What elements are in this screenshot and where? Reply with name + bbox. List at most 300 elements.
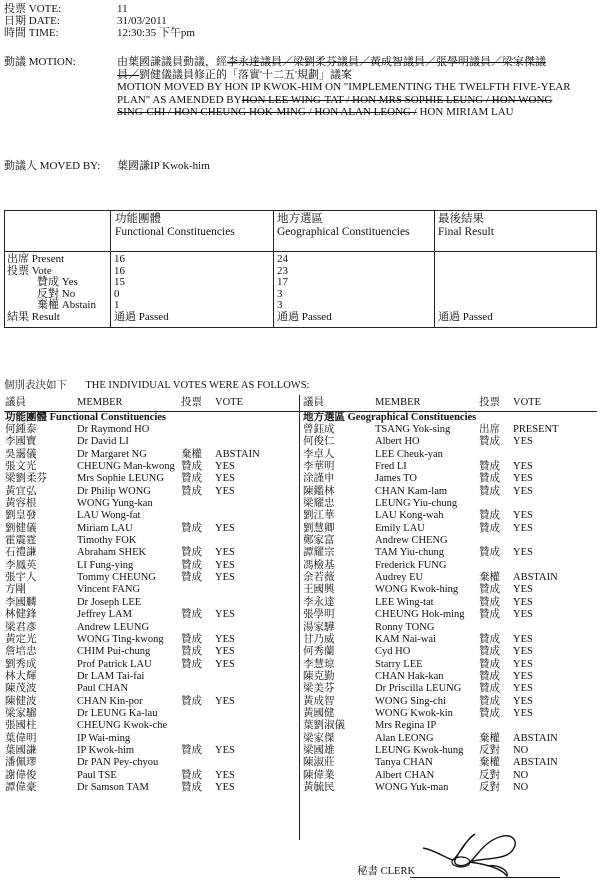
geographical-votes-column (302, 397, 598, 794)
vote-en: YES (513, 707, 533, 719)
cell-value: 24 (277, 253, 288, 265)
member-name-zh: 石禮謙 (5, 547, 37, 559)
member-name-en: LAU Kong-wah (375, 510, 444, 522)
col-header-geographical (277, 213, 410, 239)
vote-row (302, 720, 598, 732)
member-name-zh: 何俊仁 (303, 436, 335, 448)
vote-row (302, 449, 598, 461)
row-label-no: 反對 No (37, 287, 76, 300)
vote-zh: 贊成 (479, 670, 500, 682)
functional-values (114, 254, 169, 324)
member-name-en: Cyd HO (375, 646, 411, 658)
clerk-signature-line (410, 877, 560, 878)
member-name-zh: 湯家驊 (303, 621, 335, 633)
member-name-en: Albert HO (375, 436, 420, 448)
vote-en: ABSTAIN (215, 448, 260, 460)
header-vote-zh: 投票 (479, 397, 500, 408)
member-name-en: Dr Priscilla LEUNG (375, 683, 462, 695)
date-value: 31/03/2011 (117, 15, 167, 27)
header-member-en: MEMBER (77, 397, 123, 408)
vote-zh: 贊成 (479, 547, 500, 559)
date-label: 日期 DATE: (4, 15, 60, 27)
vote-row (4, 597, 300, 609)
vote-en: ABSTAIN (513, 572, 558, 584)
vote-row (4, 757, 300, 769)
member-name-zh: 陳淑莊 (303, 757, 335, 769)
vote-zh: 贊成 (181, 547, 202, 559)
member-name-zh: 李慧琼 (303, 658, 335, 670)
cell-value: 17 (277, 276, 288, 289)
vote-zh: 贊成 (181, 658, 202, 670)
vote-row (302, 584, 598, 596)
vote-row (302, 622, 598, 634)
member-name-en: LEUNG Kwok-hung (375, 744, 464, 756)
vote-row (4, 646, 300, 658)
vote-en: YES (215, 559, 235, 571)
member-name-zh: 詹培忠 (5, 646, 37, 658)
member-name-zh: 曾鈺成 (303, 424, 335, 435)
row-label-result: 結果 Result (7, 310, 60, 323)
vote-row (4, 696, 300, 708)
member-name-zh: 陳健波 (5, 695, 37, 707)
member-name-zh: 葉偉明 (5, 732, 37, 744)
member-name-en: Dr Joseph LEE (77, 596, 142, 608)
vote-zh: 反對 (479, 781, 500, 793)
row-label-present: 出席 Present (7, 253, 65, 265)
vote-row (4, 449, 300, 461)
vote-row (302, 708, 598, 720)
vote-en: YES (215, 461, 235, 473)
vote-en: YES (215, 485, 235, 497)
member-name-en: Abraham SHEK (77, 547, 147, 559)
motion-line (117, 94, 597, 107)
col-header-en: Geographical Constituencies (277, 226, 410, 238)
member-name-en: Frederick FUNG (375, 559, 447, 571)
motion-text-plain: MOTION MOVED BY HON IP KWOK-HIM ON "IMPLEMENTING THE TWELFTH FIVE-YEAR (117, 81, 571, 93)
vote-row (302, 473, 598, 485)
summary-table (4, 210, 597, 328)
vote-row (4, 671, 300, 683)
member-name-zh: 李永達 (303, 596, 335, 608)
cell-value: 23 (277, 264, 288, 277)
member-name-zh: 陳克勤 (303, 670, 335, 682)
vote-row (302, 733, 598, 745)
member-name-zh: 謝偉俊 (5, 769, 37, 781)
member-name-zh: 梁家騮 (5, 707, 37, 719)
member-name-zh: 劉健儀 (5, 522, 37, 534)
row-label-vote: 投票 Vote (7, 264, 52, 277)
vote-row (302, 486, 598, 498)
member-name-zh: 梁耀忠 (303, 498, 335, 510)
vote-en: YES (513, 695, 533, 707)
member-name-zh: 黃國健 (303, 707, 335, 719)
section-title-geographical: 地方選區 Geographical Constituencies (303, 412, 477, 423)
member-name-zh: 吳靄儀 (5, 448, 37, 460)
member-name-en: CHEUNG Man-kwong (77, 461, 175, 473)
motion-label: 動議 MOTION: (4, 56, 76, 68)
vote-zh: 反對 (479, 744, 500, 756)
time-label: 時間 TIME: (4, 27, 59, 39)
motion-text-plain: 由葉國謙議員動議，經 (117, 56, 227, 68)
vote-row (302, 770, 598, 782)
vote-en: YES (215, 744, 235, 756)
member-name-zh: 陳鑑林 (303, 485, 335, 497)
vote-zh: 贊成 (181, 646, 202, 658)
col-header-final (438, 213, 494, 239)
vote-zh: 贊成 (479, 646, 500, 658)
vote-en: YES (513, 609, 533, 621)
row-labels (7, 254, 96, 324)
header-vote-en: VOTE (215, 397, 243, 408)
col-header-en: Functional Constituencies (115, 226, 235, 238)
member-name-zh: 李卓人 (303, 448, 335, 460)
vote-zh: 棄權 (479, 757, 500, 769)
member-name-en: Albert CHAN (375, 769, 435, 781)
motion-text-struck: 員／ (117, 68, 139, 81)
cell-value: 通過 Passed (438, 311, 493, 323)
member-name-zh: 葉國謙 (5, 744, 37, 756)
vote-en: YES (215, 609, 235, 621)
member-name-zh: 黃宜弘 (5, 485, 37, 497)
member-name-zh: 張學明 (303, 609, 335, 621)
cell-value: 15 (114, 276, 125, 289)
motion-text (117, 56, 597, 119)
member-name-en: Vincent FANG (77, 584, 141, 596)
member-name-en: Mrs Sophie LEUNG (77, 473, 164, 485)
member-name-zh: 張宇人 (5, 572, 37, 584)
member-name-en: Andrew CHENG (375, 535, 448, 547)
header-member-en: MEMBER (375, 397, 421, 408)
individual-votes-title (4, 380, 309, 392)
vote-en: ABSTAIN (513, 732, 558, 744)
vote-en: YES (513, 522, 533, 534)
vote-en: YES (513, 436, 533, 448)
vote-row (302, 782, 598, 794)
vote-row (302, 757, 598, 769)
functional-votes-column (4, 397, 300, 794)
cell-value: 0 (114, 287, 120, 300)
vote-value: 11 (117, 3, 128, 15)
vote-row (302, 745, 598, 757)
clerk-signature (415, 828, 525, 878)
vote-row (302, 560, 598, 572)
vote-label: 投票 VOTE: (4, 3, 62, 15)
member-name-zh: 王國興 (303, 584, 335, 596)
member-name-en: Dr PAN Pey-chyou (77, 757, 159, 769)
vote-en: YES (215, 658, 235, 670)
vote-row (4, 523, 300, 535)
member-name-en: Emily LAU (375, 522, 425, 534)
motion-line (117, 106, 597, 119)
member-name-zh: 黃定光 (5, 633, 37, 645)
member-name-en: Dr Raymond HO (77, 424, 150, 435)
motion-text-plain: PLAN" AS AMENDED BY (117, 93, 242, 106)
vote-en: YES (513, 584, 533, 596)
vote-en: YES (215, 633, 235, 645)
member-name-zh: 何秀蘭 (303, 646, 335, 658)
vote-zh: 贊成 (479, 609, 500, 621)
vote-zh: 贊成 (479, 461, 500, 473)
vote-row (302, 498, 598, 510)
vote-en: YES (513, 485, 533, 497)
time-value: 12:30:35 下午pm (117, 27, 195, 39)
vote-zh: 贊成 (181, 485, 202, 497)
member-name-en: TSANG Yok-sing (375, 424, 451, 435)
vote-zh: 贊成 (479, 522, 500, 534)
member-name-en: CHEUNG Hok-ming (375, 609, 465, 621)
vote-row (4, 745, 300, 757)
vote-zh: 贊成 (181, 781, 202, 793)
vote-row (4, 535, 300, 547)
vote-row (4, 683, 300, 695)
vote-zh: 贊成 (479, 707, 500, 719)
vote-zh: 贊成 (181, 744, 202, 756)
member-name-en: Paul TSE (77, 769, 117, 781)
col-header-en: Final Result (438, 226, 494, 238)
member-name-zh: 甘乃威 (303, 633, 335, 645)
member-name-zh: 劉江華 (303, 510, 335, 522)
motion-text-plain: 劉健儀議員修正的「落實'十二五'規劃」議案 (139, 68, 352, 81)
vote-zh: 贊成 (181, 609, 202, 621)
member-name-zh: 梁國雄 (303, 744, 335, 756)
vote-en: YES (215, 572, 235, 584)
vote-row (302, 634, 598, 646)
vote-zh: 贊成 (181, 769, 202, 781)
vote-en: YES (513, 658, 533, 670)
member-name-zh: 梁美芬 (303, 683, 335, 695)
member-name-zh: 方剛 (5, 584, 26, 596)
vote-zh: 贊成 (181, 559, 202, 571)
member-name-zh: 劉慧卿 (303, 522, 335, 534)
row-label-yes: 贊成 Yes (37, 276, 78, 289)
vote-en: NO (513, 781, 529, 793)
vote-en: ABSTAIN (513, 757, 558, 769)
vote-zh: 贊成 (479, 596, 500, 608)
vote-row (4, 436, 300, 448)
member-name-en: WONG Sing-chi (375, 695, 446, 707)
vote-zh: 贊成 (181, 522, 202, 534)
member-name-zh: 何鍾泰 (5, 424, 37, 435)
vote-en: YES (513, 596, 533, 608)
vote-en: YES (513, 683, 533, 695)
vote-en: YES (513, 633, 533, 645)
member-name-en: TAM Yiu-chung (375, 547, 445, 559)
vote-zh: 出席 (479, 424, 500, 435)
geographical-values (277, 254, 332, 324)
member-name-zh: 葉劉淑儀 (303, 720, 345, 732)
vote-row (302, 659, 598, 671)
vote-zh: 贊成 (479, 473, 500, 485)
vote-zh: 棄權 (181, 448, 202, 460)
section-title-functional: 功能團體 Functional Constituencies (5, 412, 167, 423)
cell-value: 1 (114, 299, 120, 312)
member-name-en: LAU Wong-fat (77, 510, 141, 522)
member-name-en: Dr Margaret NG (77, 448, 147, 460)
vote-zh: 贊成 (479, 584, 500, 596)
row-label-abstain: 棄權 Abstain (37, 299, 96, 312)
vote-zh: 贊成 (181, 695, 202, 707)
member-name-en: WONG Ting-kwong (77, 633, 164, 645)
vote-row (302, 597, 598, 609)
col-header-zh: 功能團體 (115, 213, 161, 225)
header-vote-en: VOTE (513, 397, 541, 408)
member-name-en: LI Fung-ying (77, 559, 134, 571)
member-name-zh: 馮檢基 (303, 559, 335, 571)
vote-row (4, 708, 300, 720)
vote-row (4, 770, 300, 782)
vote-zh: 贊成 (479, 683, 500, 695)
vote-row (4, 473, 300, 485)
member-name-zh: 劉秀成 (5, 658, 37, 670)
member-name-en: LEE Cheuk-yan (375, 448, 443, 460)
member-name-zh: 劉皇發 (5, 510, 37, 522)
vote-zh: 棄權 (479, 572, 500, 584)
member-name-zh: 譚偉豪 (5, 781, 37, 793)
member-name-en: IP Kwok-him (77, 744, 135, 756)
vote-row (4, 622, 300, 634)
member-name-en: WONG Kwok-kin (375, 707, 453, 719)
member-name-en: Starry LEE (375, 658, 423, 670)
table-divider (5, 251, 596, 252)
vote-row (302, 535, 598, 547)
vote-row (302, 510, 598, 522)
vote-zh: 贊成 (479, 658, 500, 670)
vote-row (302, 436, 598, 448)
vote-en: NO (513, 744, 529, 756)
member-name-zh: 黃容根 (5, 498, 37, 510)
final-result-value (438, 312, 493, 324)
motion-line (117, 81, 597, 94)
col-header-zh: 最後結果 (438, 213, 484, 225)
vote-en: YES (215, 547, 235, 559)
vote-zh: 贊成 (479, 510, 500, 522)
cell-value: 通過 Passed (114, 310, 169, 323)
vote-en: YES (215, 473, 235, 485)
header-member-zh: 議員 (303, 397, 324, 408)
motion-line (117, 69, 597, 82)
vote-en: YES (215, 522, 235, 534)
vote-en: YES (513, 510, 533, 522)
member-name-en: Jeffrey LAM (77, 609, 132, 621)
member-name-en: Alan LEONG (375, 732, 434, 744)
vote-row (4, 498, 300, 510)
vote-row (4, 547, 300, 559)
geographical-vote-rows (302, 424, 598, 794)
table-divider (110, 211, 111, 327)
vote-en: YES (513, 461, 533, 473)
vote-en: YES (513, 547, 533, 559)
vote-row (302, 683, 598, 695)
member-name-zh: 霍震霆 (5, 535, 37, 547)
member-name-en: Miriam LAU (77, 522, 133, 534)
intro-en: THE INDIVIDUAL VOTES WERE AS FOLLOWS: (85, 380, 310, 391)
vote-row (4, 659, 300, 671)
member-name-zh: 余若薇 (303, 572, 335, 584)
vote-zh: 贊成 (479, 633, 500, 645)
member-name-zh: 陳茂波 (5, 683, 37, 695)
vote-en: YES (513, 670, 533, 682)
vote-en: PRESENT (513, 424, 559, 435)
vote-zh: 棄權 (479, 732, 500, 744)
vote-row (4, 720, 300, 732)
vote-zh: 贊成 (479, 436, 500, 448)
vote-zh: 贊成 (181, 572, 202, 584)
member-name-en: CHAN Kin-por (77, 695, 143, 707)
member-name-en: Andrew LEUNG (77, 621, 150, 633)
member-name-zh: 黃成智 (303, 695, 335, 707)
member-name-en: CHAN Hak-kan (375, 670, 444, 682)
vote-zh: 贊成 (181, 473, 202, 485)
member-name-en: Dr LEUNG Ka-lau (77, 707, 158, 719)
vote-row (302, 572, 598, 584)
member-name-en: WONG Yuk-man (375, 781, 449, 793)
vote-en: YES (513, 473, 533, 485)
member-name-zh: 張國柱 (5, 720, 37, 732)
vote-row (4, 461, 300, 473)
intro-zh: 個別表決如下 (4, 380, 67, 391)
vote-zh: 贊成 (479, 695, 500, 707)
vote-en: YES (513, 646, 533, 658)
vote-zh: 贊成 (479, 485, 500, 497)
member-name-en: James TO (375, 473, 417, 485)
member-name-en: Paul CHAN (77, 683, 129, 695)
moved-by-value: 葉國謙IP Kwok-him (117, 160, 210, 172)
member-name-en: LEE Wing-tat (375, 596, 434, 608)
vote-row (302, 609, 598, 621)
member-name-zh: 張文光 (5, 461, 37, 473)
vote-row (4, 782, 300, 794)
table-divider (273, 211, 274, 327)
member-name-zh: 梁劉柔芬 (5, 473, 47, 485)
member-name-en: Timothy FOK (77, 535, 137, 547)
vote-row (4, 634, 300, 646)
member-name-zh: 黃毓民 (303, 781, 335, 793)
member-name-zh: 涂謹申 (303, 473, 335, 485)
member-name-en: LEUNG Yiu-chung (375, 498, 458, 510)
member-name-zh: 李國寶 (5, 436, 37, 448)
member-name-zh: 李鳳英 (5, 559, 37, 571)
motion-line (117, 56, 597, 69)
vote-row (4, 609, 300, 621)
vote-en: YES (215, 646, 235, 658)
member-name-zh: 梁君彥 (5, 621, 37, 633)
vote-row (4, 733, 300, 745)
cell-value: 3 (277, 287, 283, 300)
vote-zh: 反對 (479, 769, 500, 781)
table-divider (434, 211, 435, 327)
member-name-en: Dr Philip WONG (77, 485, 151, 497)
member-name-en: Mrs Regina IP (375, 720, 437, 732)
motion-text-struck: SING-CHI / HON CHEUNG HOK-MING / HON ALAN LEONG / (117, 106, 417, 118)
votes-table-header (4, 397, 300, 410)
member-name-en: CHIM Pui-chung (77, 646, 151, 658)
vote-row (302, 671, 598, 683)
member-name-zh: 譚耀宗 (303, 547, 335, 559)
member-name-en: Prof Patrick LAU (77, 658, 152, 670)
member-name-en: IP Wai-ming (77, 732, 131, 744)
member-name-en: WONG Yung-kan (77, 498, 153, 510)
vote-en: NO (513, 769, 529, 781)
member-name-zh: 梁家傑 (303, 732, 335, 744)
vote-row (4, 486, 300, 498)
vote-en: YES (215, 781, 235, 793)
cell-value: 3 (277, 299, 283, 312)
vote-row (302, 547, 598, 559)
member-name-zh: 李國麟 (5, 596, 37, 608)
member-name-zh: 陳偉業 (303, 769, 335, 781)
member-name-en: Audrey EU (375, 572, 424, 584)
member-name-zh: 鄭家富 (303, 535, 335, 547)
